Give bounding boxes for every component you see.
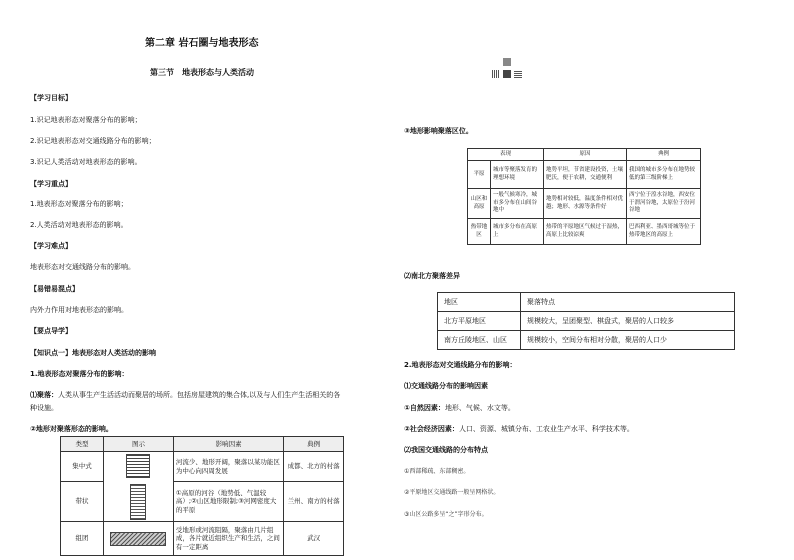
row-feature: 规模较大，呈团聚型、棋盘式，聚居的人口较多 xyxy=(521,312,735,331)
header-example: 典例 xyxy=(284,437,344,452)
china-point: ②平原地区交通线路一般呈网格状。 xyxy=(404,489,500,496)
row-type: 组团 xyxy=(61,522,104,556)
table-row xyxy=(468,161,701,189)
row-region: 南方丘陵地区、山区 xyxy=(438,331,521,350)
row-factors: ①高原的河谷（地势低、气温较高）;②山区地形限制;③河网密度大的平原 xyxy=(173,482,283,522)
traffic-factors-label: ⑴交通线路分布的影响因素 xyxy=(404,382,488,390)
zone-label: ③地形影响聚落区位。 xyxy=(404,127,473,135)
row-example: 我国的城市多分布在地势较低的第三级阶梯上 xyxy=(627,161,701,189)
influence-label: ②地形对聚落形态的影响。 xyxy=(30,425,113,433)
row-reason: 地势平坦，节省建设投资，土壤肥沃，便于农耕，交通便利 xyxy=(544,161,627,189)
natural-factors xyxy=(404,404,515,413)
row-terrain: 热带地区 xyxy=(468,219,491,245)
north-south-table xyxy=(437,292,735,350)
difficult-text: 地表形态对交通线路分布的影响。 xyxy=(30,263,135,271)
header-region: 地区 xyxy=(438,293,521,312)
social-factors xyxy=(404,425,634,434)
table-header-row xyxy=(468,149,701,161)
header-behavior: 表现 xyxy=(468,149,544,161)
settlement-location-table xyxy=(467,148,701,245)
objective-item: 3.识记人类活动对地表形态的影响。 xyxy=(30,158,142,166)
subsection-1: 1.地表形态对聚落分布的影响： xyxy=(30,370,129,378)
square-pattern-figure xyxy=(492,58,522,88)
social-label: ②社会经济因素： xyxy=(404,425,459,433)
row-terrain: 平原 xyxy=(468,161,491,189)
row-reason: 地势相对较低，温度条件相对优越；地形、水源等条件好 xyxy=(544,189,627,219)
row-behavior: 城市等聚落发育的理想环境 xyxy=(491,161,544,189)
row-factors: 河流少、地形开阔，聚落以某功能区为中心向四周发展 xyxy=(173,452,283,482)
cluster-diagram xyxy=(126,454,150,478)
objective-item: 2.识记地表形态对交通线路分布的影响； xyxy=(30,137,156,145)
table-row xyxy=(468,219,701,245)
row-example: 西宁位于湟水谷地，西安位于渭河谷地，太原位于汾河谷地 xyxy=(627,189,701,219)
section-title: 第三节 地表形态与人类活动 xyxy=(150,68,254,77)
china-point: ③山区公路多呈“之”字形分布。 xyxy=(404,511,488,518)
header-reason: 原因 xyxy=(544,149,627,161)
objectives-header: 【学习目标】 xyxy=(30,94,72,102)
row-reason: 热带的平原地区气候过于湿热，高原上比较凉爽 xyxy=(544,219,627,245)
key-point: 2.人类活动对地表形态的影响。 xyxy=(30,221,128,229)
row-type: 带状 xyxy=(61,482,104,522)
definition-text: 人类从事生产生活活动而聚居的场所。包括房屋建筑的集合体,以及与人们生产生活相关的各 xyxy=(58,391,341,399)
header-diagram: 图示 xyxy=(104,437,174,452)
objective-item: 1.识记地表形态对聚落分布的影响； xyxy=(30,116,142,124)
row-factors: 受地形或河流阻隔，聚落由几片组成，各片就近组织生产和生活，之间有一定距离 xyxy=(173,522,283,556)
row-terrain: 山区和高原 xyxy=(468,189,491,219)
header-type: 类型 xyxy=(61,437,104,452)
key-point: 1.地表形态对聚落分布的影响； xyxy=(30,200,128,208)
chapter-title: 第二章 岩石圈与地表形态 xyxy=(145,38,259,49)
table-row xyxy=(438,331,735,350)
header-feature: 聚落特点 xyxy=(521,293,735,312)
ns-label: ⑵南北方聚落差异 xyxy=(404,272,460,280)
row-behavior: 一般气候寒冷，城市多分布在山间谷地中 xyxy=(491,189,544,219)
table-row xyxy=(61,452,344,482)
header-example: 典例 xyxy=(627,149,701,161)
strip-diagram xyxy=(130,484,146,520)
confusing-text: 内外力作用对地表形态的影响。 xyxy=(30,306,128,314)
row-type: 集中式 xyxy=(61,452,104,482)
table-header-row xyxy=(61,437,344,452)
definition-text-cont: 种设施。 xyxy=(30,404,58,412)
table-row xyxy=(61,522,344,556)
group-diagram xyxy=(110,532,166,546)
row-example: 巴西利亚、墨西哥城等位于热带地区的高原上 xyxy=(627,219,701,245)
confusing-header: 【易错易混点】 xyxy=(30,285,79,293)
guide-header: 【要点导学】 xyxy=(30,327,72,335)
knowledge-point-1: 【知识点一】地表形态对人类活动的影响 xyxy=(30,349,156,357)
china-label: ⑵我国交通线路的分布特点 xyxy=(404,446,488,454)
table-row xyxy=(438,312,735,331)
china-point: ①西部稀疏、东部稠密。 xyxy=(404,468,470,475)
row-region: 北方平原地区 xyxy=(438,312,521,331)
row-behavior: 城市多分布在高原上 xyxy=(491,219,544,245)
row-feature: 规模较小，空间分布相对分散，聚居的人口少 xyxy=(521,331,735,350)
diagram-cell xyxy=(104,522,174,556)
table-header-row xyxy=(438,293,735,312)
settlement-form-table xyxy=(60,436,344,556)
definition-label: ⑴聚落： xyxy=(30,391,58,399)
key-header: 【学习重点】 xyxy=(30,180,72,188)
row-example: 成都、北方的村落 xyxy=(284,452,344,482)
natural-text: 地形、气候、水文等。 xyxy=(444,404,515,412)
row-example: 兰州、南方的村落 xyxy=(284,482,344,522)
traffic-label: 2.地表形态对交通线路分布的影响： xyxy=(404,361,517,369)
table-row xyxy=(468,189,701,219)
table-row xyxy=(61,482,344,522)
diagram-cell xyxy=(104,452,174,522)
natural-label: ①自然因素： xyxy=(404,404,445,412)
header-factors: 影响因素 xyxy=(173,437,283,452)
row-example: 武汉 xyxy=(284,522,344,556)
social-text: 人口、资源、城镇分布、工农业生产水平、科学技术等。 xyxy=(458,425,634,433)
settlement-definition xyxy=(30,391,340,400)
difficult-header: 【学习难点】 xyxy=(30,242,72,250)
